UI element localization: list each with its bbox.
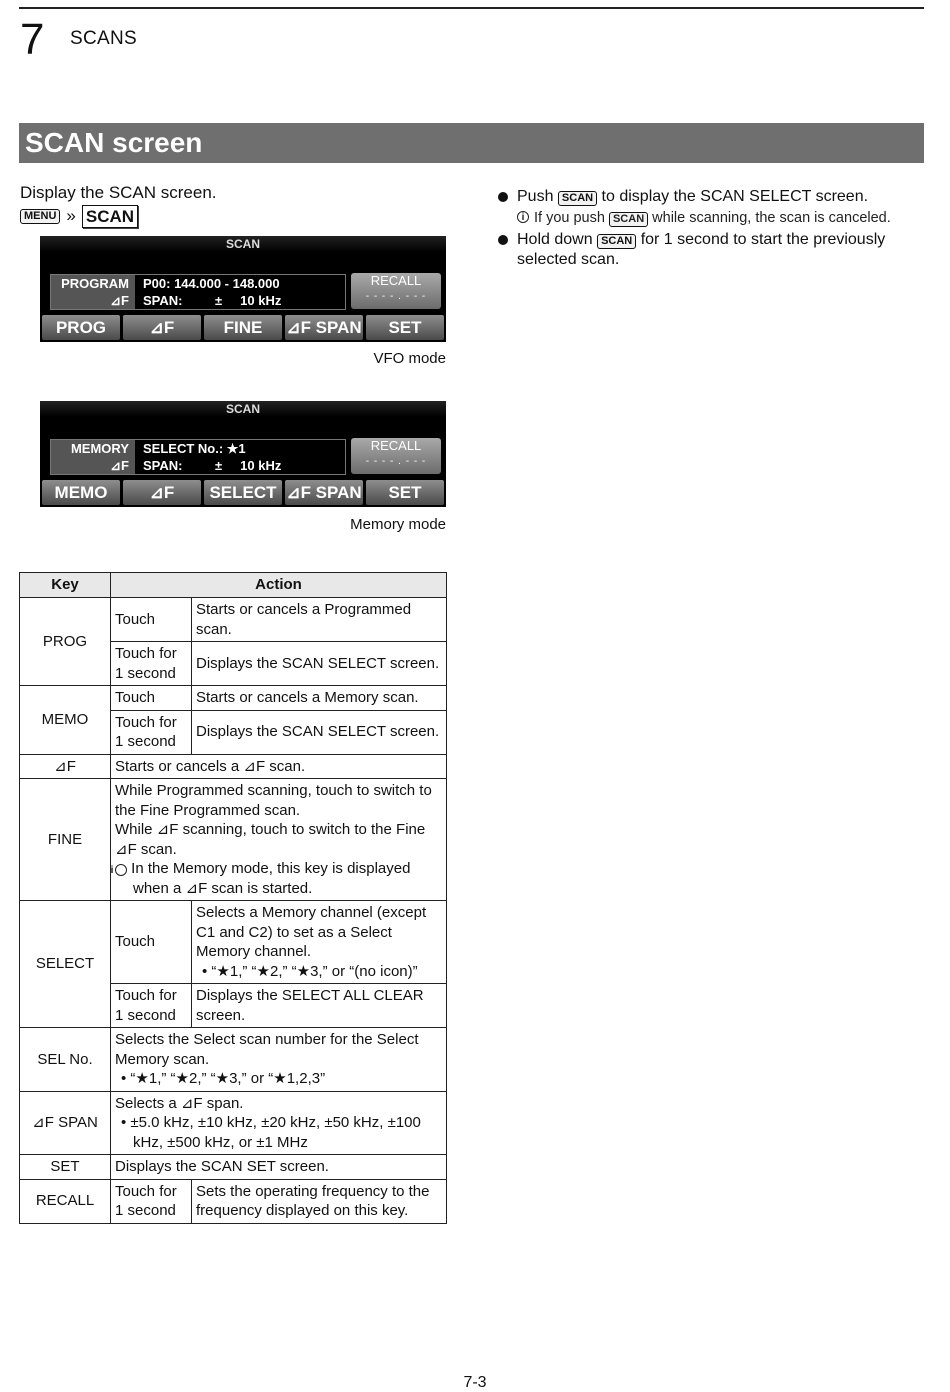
select-number: SELECT No.: ★1: [143, 441, 246, 456]
operation: Touch for 1 second: [111, 1179, 192, 1223]
table-row: [20, 686, 447, 711]
note-text: while scanning, the scan is canceled.: [652, 210, 891, 226]
action-line: Selects a Memory channel (except C1 and C2) to set as a Select Memory channel.: [196, 904, 427, 960]
program-label: PROGRAM: [51, 275, 135, 292]
delta-f-key[interactable]: ⊿F: [123, 315, 201, 340]
action: Starts or cancels a ⊿F scan.: [111, 754, 447, 779]
table-header: [20, 573, 447, 598]
info-panel: [50, 274, 346, 310]
table-row: [20, 901, 447, 984]
action-option: • “★1,” “★2,” “★3,” or “★1,2,3”: [121, 1070, 326, 1087]
operation: Touch for 1 second: [111, 984, 192, 1028]
header-action: Action: [111, 573, 447, 598]
key-sel-no: SEL No.: [20, 1028, 111, 1092]
operation: Touch: [111, 598, 192, 642]
delta-f-span-key[interactable]: ⊿F SPAN: [285, 315, 363, 340]
action: Sets the operating frequency to the frequency displayed on this key.: [192, 1179, 447, 1223]
action: [111, 779, 447, 901]
table-row: [20, 754, 447, 779]
option-text: “★1,” “★2,” “★3,” or “(no icon)”: [211, 962, 418, 980]
action: Displays the SCAN SET screen.: [111, 1155, 447, 1180]
action-option: • ±5.0 kHz, ±10 kHz, ±20 kHz, ±50 kHz, ±100 kHz, ±500 kHz, or ±1 MHz: [121, 1114, 421, 1151]
page-number: 7-3: [463, 1374, 487, 1391]
breadcrumb: [20, 204, 138, 228]
option-text: ±5.0 kHz, ±10 kHz, ±20 kHz, ±50 kHz, ±100 kHz, ±500 kHz, or ±1 MHz: [130, 1114, 421, 1151]
bullet-icon: [498, 192, 508, 202]
key-delta-f: ⊿F: [20, 754, 111, 779]
action-line: While ⊿F scanning, touch to switch to the Fine ⊿F scan.: [115, 821, 426, 858]
set-key[interactable]: SET: [366, 315, 444, 340]
action: Displays the SCAN SELECT screen.: [192, 710, 447, 754]
vfo-caption: VFO mode: [373, 350, 446, 367]
bullet-hold-scan: [498, 230, 918, 270]
scan-key: SCAN: [558, 191, 597, 206]
select-key[interactable]: SELECT: [204, 480, 282, 505]
prog-key[interactable]: PROG: [42, 315, 120, 340]
action-note: [110, 859, 442, 898]
action: [111, 1028, 447, 1092]
info-icon: i: [115, 864, 127, 876]
delta-f-span-key[interactable]: ⊿F SPAN: [285, 480, 363, 505]
bullet-text: Hold down: [517, 231, 593, 248]
memo-key[interactable]: MEMO: [42, 480, 120, 505]
scan-key: SCAN: [609, 212, 648, 227]
span-value: SPAN: ± 10 kHz: [143, 458, 282, 473]
key-select: SELECT: [20, 901, 111, 1028]
action-line: While Programmed scanning, touch to switch to the Fine Programmed scan.: [115, 782, 432, 819]
bullet-text: Push: [517, 188, 554, 205]
table-row: [20, 1028, 447, 1092]
info-panel: [50, 439, 346, 475]
program-range: P00: 144.000 - 148.000: [143, 276, 280, 291]
key-prog: PROG: [20, 598, 111, 686]
recall-label: RECALL: [370, 273, 422, 288]
bullet-icon: [498, 235, 508, 245]
note-cancel-scan: [498, 208, 918, 228]
action: Displays the SCAN SELECT screen.: [192, 642, 447, 686]
menu-key: MENU: [20, 209, 60, 224]
action: Starts or cancels a Memory scan.: [192, 686, 447, 711]
recall-frequency: - - - - . - - -: [365, 456, 427, 467]
action: [111, 1091, 447, 1155]
operation: Touch: [111, 686, 192, 711]
set-key[interactable]: SET: [366, 480, 444, 505]
screen-title: SCAN: [40, 236, 446, 252]
scan-menu-item: SCAN: [82, 205, 138, 228]
action-line: Selects the Select scan number for the Select Memory scan.: [115, 1031, 419, 1068]
operation: Touch for 1 second: [111, 642, 192, 686]
scan-key: SCAN: [597, 234, 636, 249]
bullet-text: to display the SCAN SELECT screen.: [601, 188, 869, 205]
action-option: • “★1,” “★2,” “★3,” or “(no icon)”: [202, 962, 418, 980]
screen-keys: [42, 315, 444, 340]
scan-screen-vfo: [40, 236, 446, 342]
table-row: [20, 1091, 447, 1155]
fine-key[interactable]: FINE: [204, 315, 282, 340]
action-line: Selects a ⊿F span.: [115, 1094, 244, 1112]
intro-text: Display the SCAN screen.: [20, 183, 217, 202]
note-text: In the Memory mode, this key is displayed when a ⊿F scan is started.: [131, 860, 411, 897]
recall-frequency: - - - - . - - -: [365, 291, 427, 302]
key-delta-f-span: ⊿F SPAN: [20, 1091, 111, 1155]
breadcrumb-separator: »: [66, 206, 76, 225]
delta-f-label: ⊿F: [51, 292, 135, 309]
section-title: SCAN screen: [19, 123, 924, 163]
header-key: Key: [20, 573, 111, 598]
recall-label: RECALL: [370, 438, 422, 453]
chapter-title: SCANS: [70, 28, 137, 49]
bullet-text: for 1 second to start the previously selected scan.: [517, 231, 886, 268]
screen-title: SCAN: [40, 401, 446, 417]
delta-f-label: ⊿F: [51, 457, 135, 474]
key-action-table: [19, 572, 447, 1224]
top-rule: [19, 7, 924, 9]
table-row: [20, 1179, 447, 1223]
memory-label: MEMORY: [51, 440, 135, 457]
action: [192, 901, 447, 984]
chapter-number: 7: [20, 15, 45, 64]
operation: Touch: [111, 901, 192, 984]
memory-caption: Memory mode: [350, 516, 446, 533]
option-text: “★1,” “★2,” “★3,” or “★1,2,3”: [130, 1070, 326, 1087]
bullet-push-scan: [498, 187, 918, 207]
screen-keys: [42, 480, 444, 505]
note-text: If you push: [534, 210, 605, 226]
operation: Touch for 1 second: [111, 710, 192, 754]
table-row: [20, 779, 447, 901]
recall-button[interactable]: [351, 273, 441, 309]
action: Displays the SELECT ALL CLEAR screen.: [192, 984, 447, 1028]
key-fine: FINE: [20, 779, 111, 901]
instructions: [498, 187, 918, 271]
info-icon: i: [517, 211, 529, 223]
delta-f-key[interactable]: ⊿F: [123, 480, 201, 505]
key-memo: MEMO: [20, 686, 111, 755]
table-row: [20, 598, 447, 642]
scan-screen-memory: [40, 401, 446, 507]
key-recall: RECALL: [20, 1179, 111, 1223]
action: Starts or cancels a Programmed scan.: [192, 598, 447, 642]
recall-button[interactable]: [351, 438, 441, 474]
key-set: SET: [20, 1155, 111, 1180]
table-row: [20, 1155, 447, 1180]
span-value: SPAN: ± 10 kHz: [143, 293, 282, 308]
